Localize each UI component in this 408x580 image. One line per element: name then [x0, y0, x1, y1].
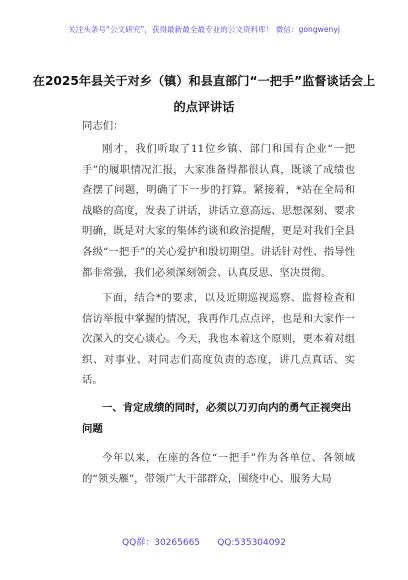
footer-qq-group: QQ群：30265665 [122, 538, 201, 548]
footer-contact [0, 535, 408, 548]
document-title: 在2025年县关于对乡（镇）和县直部门“一把手”监督谈话会上的点评讲话 [32, 74, 376, 114]
paragraph-2: 下面，结合*的要求，以及近期巡视巡察、监督检查和信访举报中掌握的情况，我再作几点点评，也是和大家作一次深入的交心谈心。今天，我也本着这个原则，更本着对组织、对事业、对同志们高度负责的态度，讲几点真话、实话。 [82, 292, 355, 387]
section-paragraph: 今年以来，在座的各位“一把手”作为各单位、各领域的“领头雁”，带领广大干部群众，围绕中心、服务大局 [82, 452, 355, 485]
paragraph-1: 刚才，我们听取了11位乡镇、部门和国有企业“一把手”的履职情况汇报，大家准备得都很认真，既谈了成绩也查摆了问题，明确了下一步的打算。紧接着，*站在全局和战略的高度，发表了讲话，讲话立意高远、思想深刻、要求明确，既是对大家的集体约谈和政治提醒，更是对我们全县各级“一把手”的关心爱护和殷切期望。讲话针对性、指导性都非常强，我们必须深刻领会、认真反思、坚决贯彻。 [82, 143, 355, 279]
section-heading: 一、肯定成绩的同时，必须以刀刃向内的勇气正视突出问题 [82, 402, 352, 435]
footer-qq-number: QQ:535304092 [217, 538, 286, 548]
salutation: 同志们： [82, 120, 124, 132]
header-banner: 关注头条号“公文研究”，获得最新最全最专业的公文资料库！ 微信：gongwenyj [68, 25, 340, 34]
